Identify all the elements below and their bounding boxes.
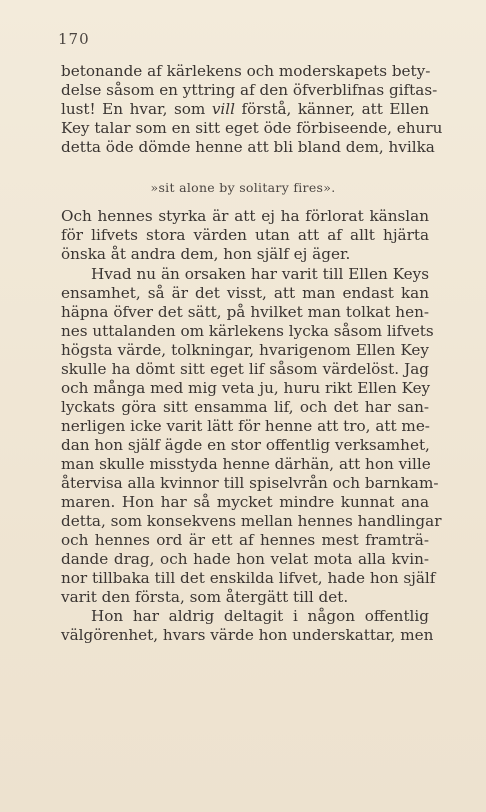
text-line: och många med mig veta ju, huru rikt Ellen Key xyxy=(61,379,431,397)
text-line: Hon har aldrig deltagit i någon offentlig xyxy=(91,607,429,625)
text-line: nerligen icke varit lätt för henne att tro, att me- xyxy=(61,417,430,435)
text-line: välgörenhet, hvars värde hon underskattar, men xyxy=(61,626,434,644)
text-line: återvisa alla kvinnor till spiselvrån och barnkam- xyxy=(61,474,439,492)
paragraph-2 xyxy=(61,207,429,264)
quoted-verse: »sit alone by solitary fires». xyxy=(150,180,336,195)
text-line: lyckats göra sitt ensamma lif, och det har san- xyxy=(61,398,429,416)
paragraph-3 xyxy=(61,265,442,607)
text-line: skulle ha dömt sitt eget lif såsom värdelöst. Jag xyxy=(61,360,429,378)
paragraph-1 xyxy=(61,62,443,157)
text-line: högsta värde, tolkningar, hvarigenom Ellen Key xyxy=(61,341,429,359)
text-line: Key talar som en sitt eget öde förbiseende, ehuru xyxy=(61,119,443,137)
text-line: detta öde dömde henne att bli bland dem, hvilka xyxy=(61,138,435,156)
text-line: betonande af kärlekens och moderskapets bety- xyxy=(61,62,431,80)
page-number: 170 xyxy=(58,30,90,48)
text-line: ensamhet, så är det visst, att man endast kan xyxy=(61,284,429,302)
text-line: dande drag, och hade hon velat mota alla kvin- xyxy=(61,550,429,568)
text-line: önska åt andra dem, hon själf ej äger. xyxy=(61,245,351,263)
text-line: häpna öfver det sätt, på hvilket man tolkat hen- xyxy=(61,303,429,321)
text-line: nor tillbaka till det enskilda lifvet, hade hon själf xyxy=(61,569,436,587)
text-line: lust! En hvar, som vill förstå, känner, att Ellen xyxy=(61,100,429,118)
text-line: detta, som konsekvens mellan hennes handlingar xyxy=(61,512,442,530)
text-line: nes uttalanden om kärlekens lycka såsom lifvets xyxy=(61,322,434,340)
text-line: Hvad nu än orsaken har varit till Ellen Keys xyxy=(91,265,429,283)
text-line: delse såsom en yttring af den öfverblifnas giftas- xyxy=(61,81,438,99)
text-line: för lifvets stora värden utan att af allt hjärta xyxy=(61,226,429,244)
paragraph-4 xyxy=(61,607,434,645)
text-line: dan hon själf ägde en stor offentlig verksamhet, xyxy=(61,436,430,454)
text-line: Och hennes styrka är att ej ha förlorat känslan xyxy=(61,207,429,225)
text-line: maren. Hon har så mycket mindre kunnat ana xyxy=(61,493,429,511)
text-line: man skulle misstyda henne därhän, att hon ville xyxy=(61,455,431,473)
text-line: och hennes ord är ett af hennes mest framträ- xyxy=(61,531,429,549)
text-line: varit den första, som återgätt till det. xyxy=(61,588,349,606)
